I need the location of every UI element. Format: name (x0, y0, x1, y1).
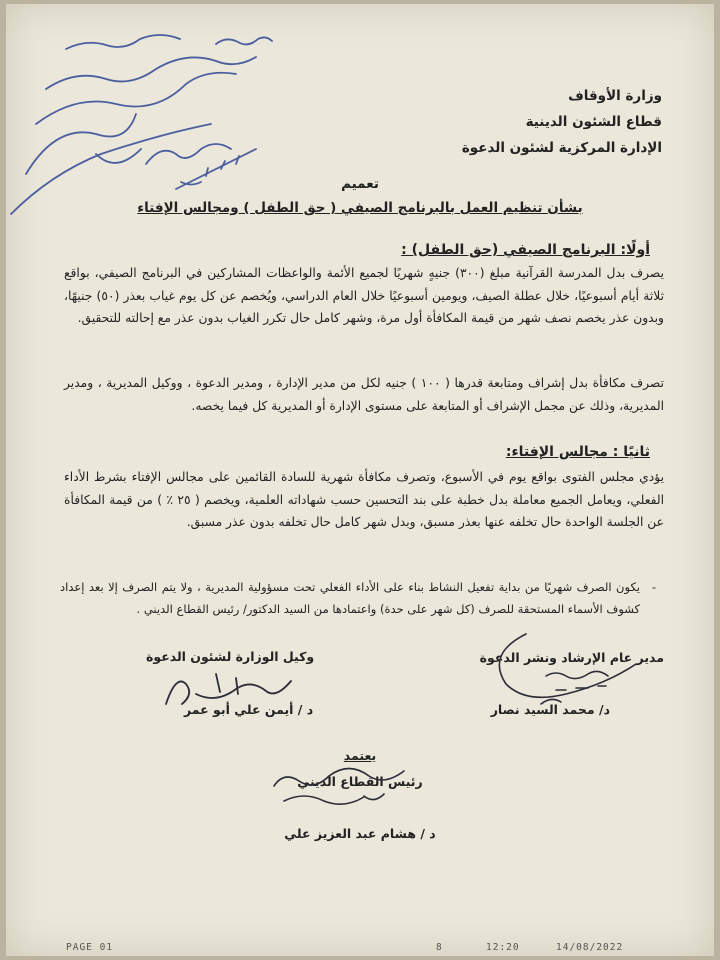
signer-left-title: وكيل الوزارة لشئون الدعوة (146, 649, 315, 664)
section2-heading: ثانيًا : مجالس الإفتاء: (505, 444, 650, 460)
ministry-name: وزارة الأوقاف (568, 88, 662, 104)
approver-title: رئيس القطاع الديني (297, 774, 423, 789)
section1-paragraph1: يصرف بدل المدرسة القرآنية مبلغ (٣٠٠) جنيهٍ شهريًا لجميع الأئمة والواعظات المشاركين في البرنامج الصيفي، بواقع ثلاثة أيام أسبوعيًا، خلال عطلة الصيف، ويومين أسبوعيًا خلال العام الدراسي، ويُخصم عن كل يوم غياب بعذر (٥٠) جنيهًا، وبدون عذر يخصم نصف شهر من قيمة المكافأة أول مرة، وشهر كامل حال تكرر الغياب بدون عذر مع إحالته للتحقيق. (64, 266, 664, 325)
signature-right (486, 624, 666, 714)
note-text: يكون الصرف شهريًا من بداية تفعيل النشاط بناء على الأداء الفعلي تحت مسؤولية المديرية ، ولا يتم الصرف إلا بعد إعداد كشوف الأسماء المستحقة للصرف (كل شهر على حدة) واعتمادها من السيد الدكتور/ رئيس القطاع الديني . (60, 580, 640, 616)
sector-name: قطاع الشئون الدينية (525, 114, 662, 130)
approver-name: د / هشام عبد العزيز علي (284, 826, 436, 841)
document-subject: بشأن تنظيم العمل بالبرنامج الصيفي ( حق الطفل ) ومجالس الإفتاء (137, 200, 583, 216)
footer-code: 8 (436, 942, 443, 953)
signer-right-name: د/ محمد السيد نصار (490, 702, 610, 717)
department-name: الإدارة المركزية لشئون الدعوة (461, 140, 662, 156)
signer-right-title: مدير عام الإرشاد ونشر الدعوة (479, 650, 664, 665)
document-page (6, 4, 714, 956)
approval-label: يعتمد (343, 748, 377, 763)
note-bullet: - (651, 580, 656, 594)
signature-approver (264, 756, 414, 816)
footer-time: 12:20 (486, 942, 520, 953)
section1-paragraph2: تصرف مكافأة بدل إشراف ومتابعة قدرها ( ١٠٠ ) جنيه لكل من مدير الإدارة ، ومدير الدعوة ، ووكيل المديرية ، ومدير المديرية، وذلك عن مجمل الإشراف أو المتابعة على مستوى الإدارة أو المديرية كل فيما يخصه. (64, 376, 664, 413)
footer-date: 14/08/2022 (556, 942, 624, 953)
footer-page: PAGE 01 (66, 942, 114, 953)
note-paragraph (60, 576, 656, 620)
document-type: تعميم (341, 176, 379, 192)
signer-left-name: د / أيمن علي أبو عمر (184, 702, 314, 717)
section1-heading: أولًا: البرنامج الصيفي (حق الطفل) : (401, 242, 650, 258)
section2-paragraph1: يؤدي مجلس الفتوى بواقع يوم في الأسبوع، وتصرف مكافأة شهرية للسادة القائمين على مجالس الإفتاء بشرط الأداء الفعلي، ويعامل الجميع معاملة بدل خطبة على بند التحسين حسب شهاداته العلمية، ويخصم ( ٢٥ ٪ ) من قيمة المكافأة عن الجلسة الواحدة حال تخلفه عنها بعذر مسبق، وبدل شهر كامل حال تخلفه بدون عذر مسبق. (64, 470, 665, 529)
